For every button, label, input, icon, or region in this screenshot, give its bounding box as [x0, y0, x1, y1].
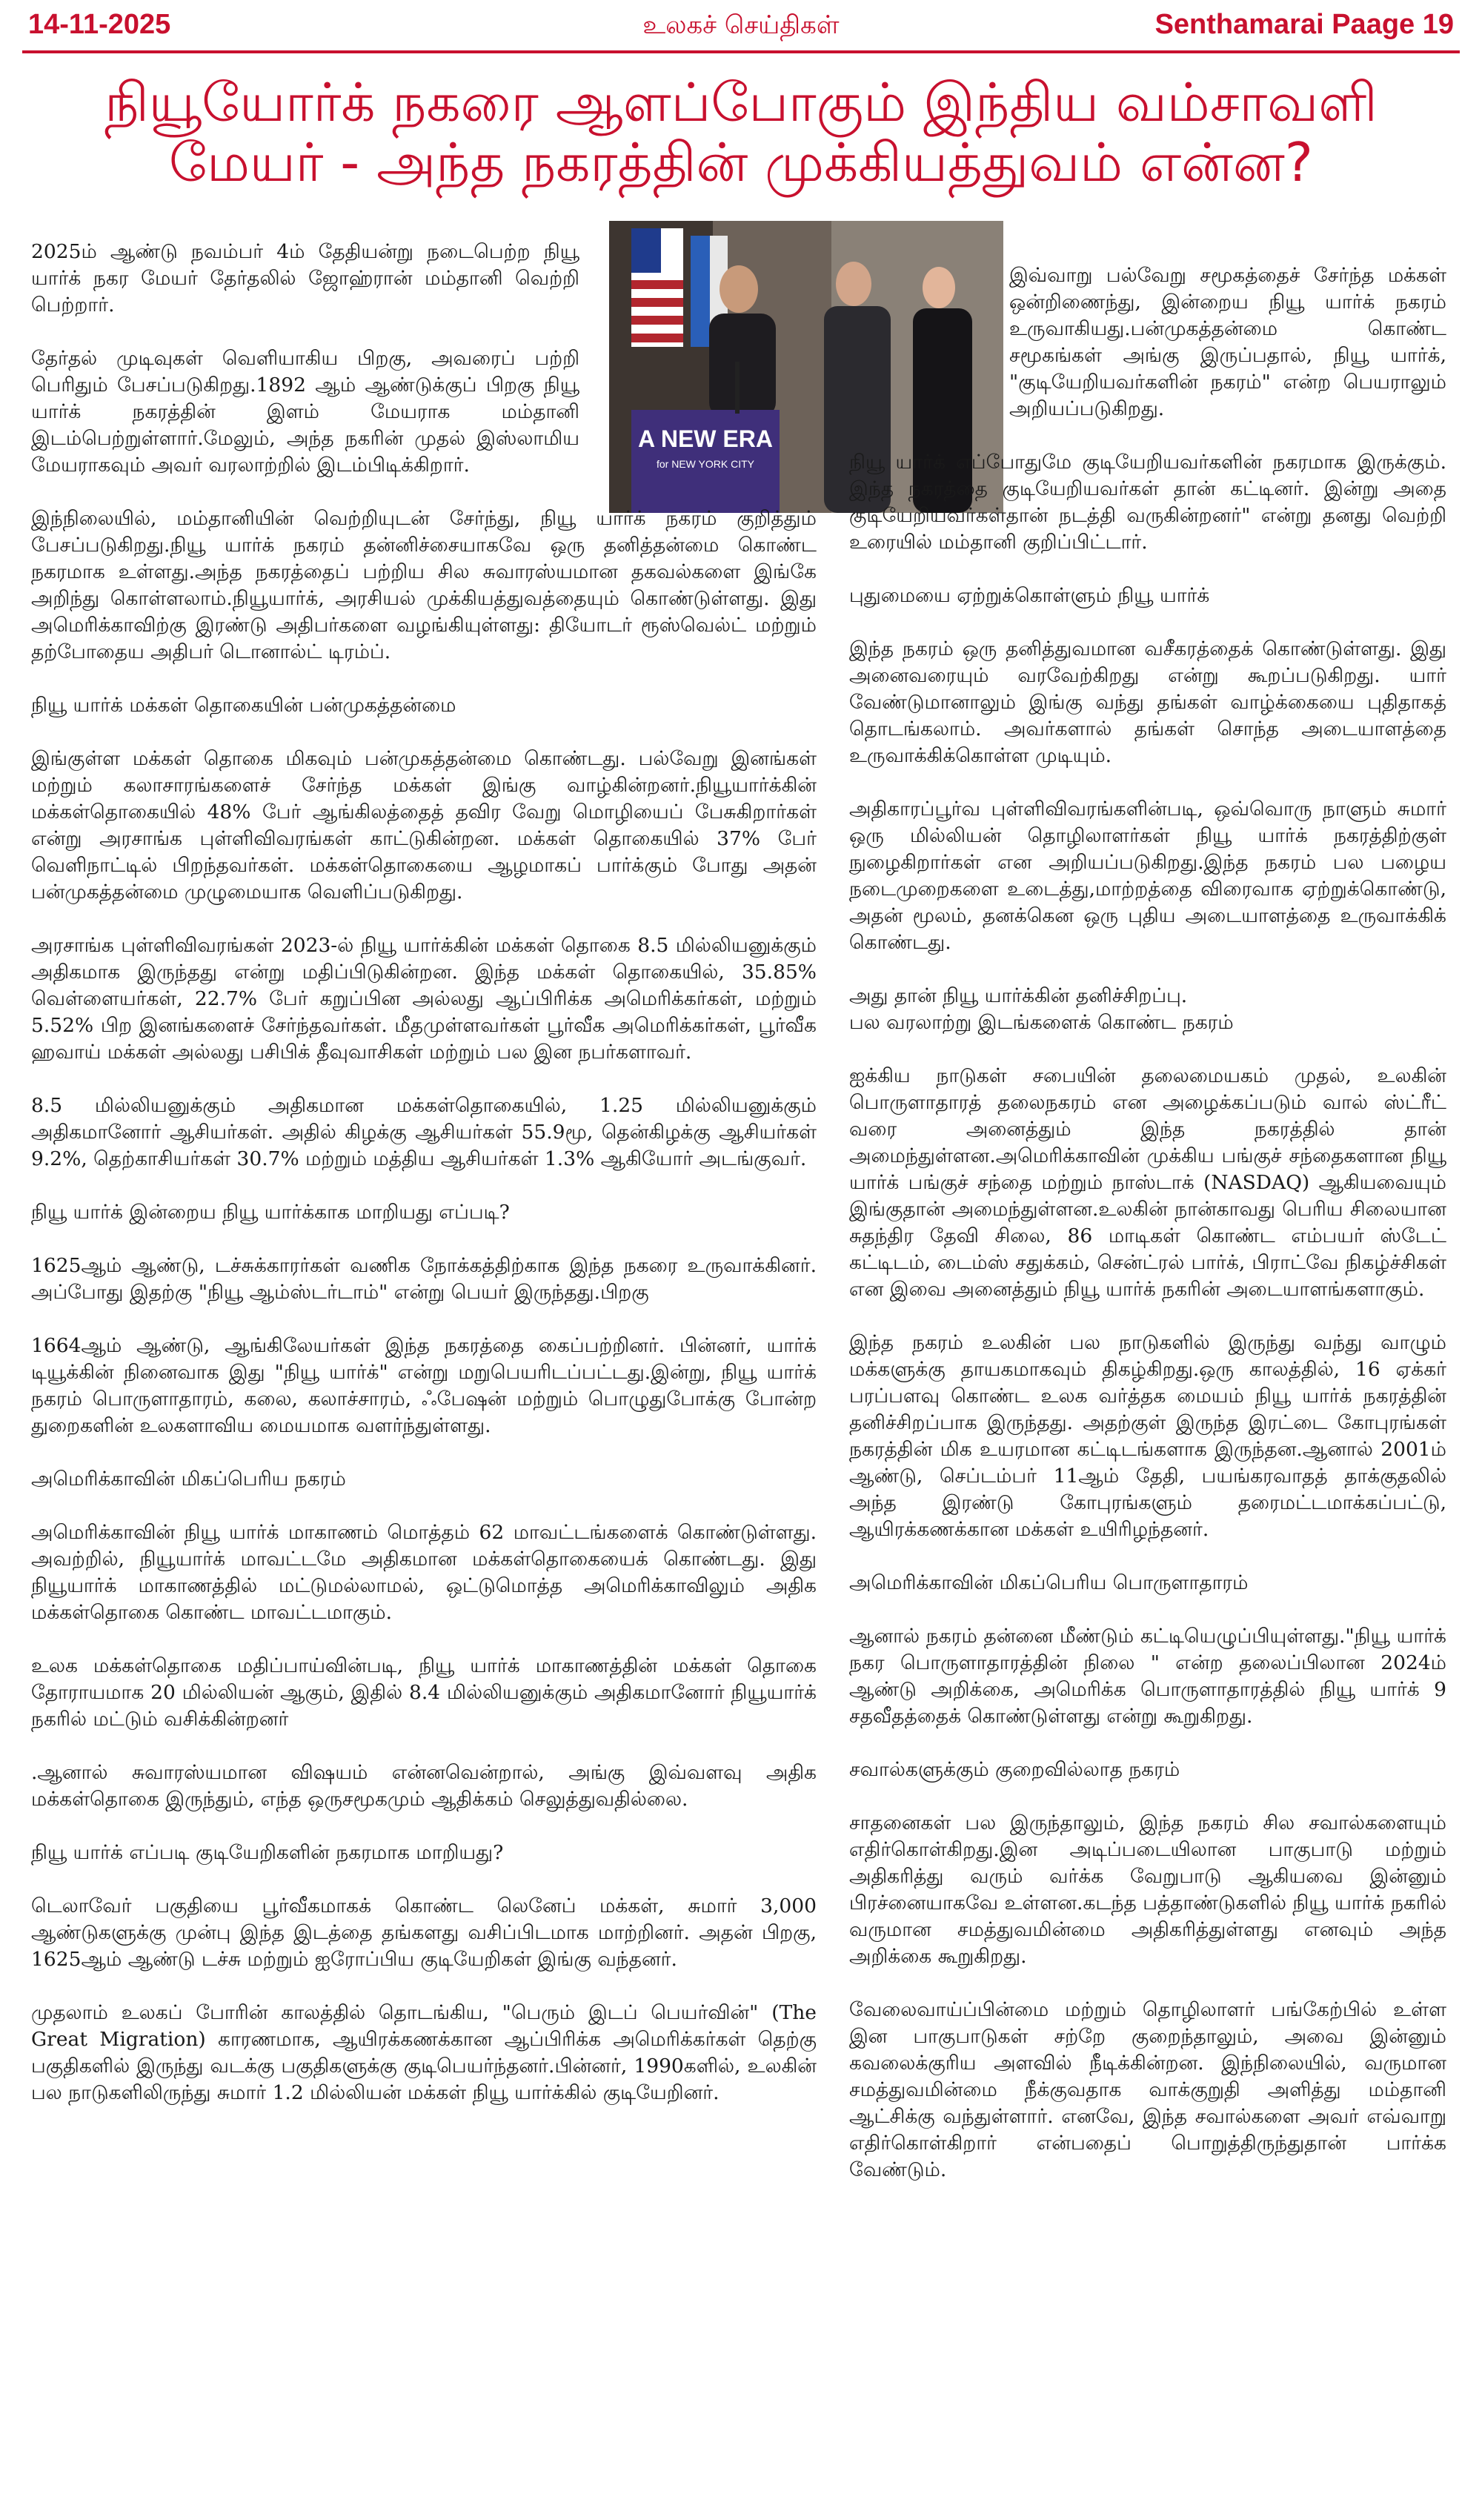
paragraph: அமெரிக்காவின் நியூ யார்க் மாகாணம் மொத்தம் 62 மாவட்டங்களைக் கொண்டுள்ளது. அவற்றில், நியூயார்க் மாவட்டமே அதிகமான மக்கள்தொகையைக் கொண்டது. இது நியூயார்க் மாகாணத்தில் மட்டுமல்லாமல், ஒட்டுமொத்த அமெரிக்காவிலும் அதிக மக்கள்தொகை கொண்ட மாவட்டமாகும்.: [31, 1521, 817, 1624]
subheading: நியூ யார்க் எப்படி குடியேறிகளின் நகரமாக மாறியது?: [31, 1841, 504, 1864]
paragraph: சாதனைகள் பல இருந்தாலும், இந்த நகரம் சில சவால்களையும் எதிர்கொள்கிறது.இன அடிப்படையிலான பாகுபாடு மற்றும் அதிகரித்து வரும் வர்க்க வேறுபாடு ஆகியவை இன்னும் பிரச்னையாகவே உள்ளன.கடந்த பத்தாண்டுகளில் நியூ யார்க் நகரில் வருமான சமத்துவமின்மை அதிகரித்துள்ளது எனவும் அந்த அறிக்கை கூறுகிறது.: [849, 1811, 1446, 1968]
page-number: Senthamarai Paage 19: [1154, 9, 1454, 40]
page-header: [0, 0, 1482, 44]
header-rule: [22, 50, 1460, 53]
left-column: [31, 239, 817, 2133]
headline: [22, 73, 1460, 192]
headline-line-1: நியூயோர்க் நகரை ஆளப்போகும் இந்திய வம்சாவளி: [104, 71, 1378, 133]
subheading: அமெரிக்காவின் மிகப்பெரிய பொருளாதாரம்: [849, 1571, 1249, 1594]
paragraph: அரசாங்க புள்ளிவிவரங்கள் 2023-ல் நியூ யார்க்கின் மக்கள் தொகை 8.5 மில்லியனுக்கும் அதிகமாக இருந்தது என்று மதிப்பிடுகின்றன. இந்த மக்கள் தொகையில், 35.85% வெள்ளையர்கள், 22.7% பேர் கறுப்பின அல்லது ஆப்பிரிக்க அமெரிக்கர்கள், மற்றும் 5.52% பிற இனங்களைச் சேர்ந்தவர்கள். மீதமுள்ளவர்கள் பூர்வீக அமெரிக்கர்கள், பூர்வீக ஹவாய் மக்கள் அல்லது பசிபிக் தீவுவாசிகள் மற்றும் பல இன நபர்களாவர்.: [31, 934, 817, 1064]
paragraph: ஆனால் நகரம் தன்னை மீண்டும் கட்டியெழுப்பியுள்ளது."நியூ யார்க் நகர பொருளாதாரத்தின் நிலை " என்ற தலைப்பிலான 2024ம் ஆண்டு அறிக்கை, அமெரிக்க பொருளாதாரத்தில் நியூ யார்க் 9 சதவீதத்தைக் கொண்டுள்ளது என்று கூறுகிறது.: [849, 1625, 1446, 1728]
podium-subtitle: for NEW YORK CITY: [657, 458, 754, 470]
paragraph: இந்நிலையில், மம்தானியின் வெற்றியுடன் சேர்ந்து, நியூ யார்க் நகரம் குறித்தும் பேசப்படுகிறது.நியூ யார்க் நகரம் தன்னிச்சையாகவே ஒரு தனித்தன்மை கொண்ட நகரமாக உள்ளது.அந்த நகரத்தைப் பற்றிய சில சுவாரஸ்யமான தகவல்களை இங்கே அறிந்து கொள்ளலாம்.நியூயார்க், அரசியல் முக்கியத்துவத்தையும் கொண்டுள்ளது. இது அமெரிக்காவிற்கு இரண்டு அதிபர்களை வழங்கியுள்ளது: தியோடர் ரூஸ்வெல்ட் மற்றும் தற்போதைய அதிபர் டொனால்ட் டிரம்ப்.: [31, 507, 817, 663]
paragraph: ஐக்கிய நாடுகள் சபையின் தலைமையகம் முதல், உலகின் பொருளாதாரத் தலைநகரம் என அழைக்கப்படும் வால் ஸ்ட்ரீட் வரை அனைத்தும் இந்த நகரத்தில் தான் அமைந்துள்ளன.அமெரிக்காவின் முக்கிய பங்குச் சந்தைகளான நியூ யார்க் பங்குச் சந்தை மற்றும் நாஸ்டாக் (NASDAQ) ஆகியவையும் இங்குதான் அமைந்துள்ளன.உலகின் நான்காவது பெரிய சிலையான சுதந்திர தேவி சிலை, 86 மாடிகள் கொண்ட எம்பயர் ஸ்டேட் கட்டிடம், டைம்ஸ் சதுக்கம், சென்ட்ரல் பார்க், பிராட்வே நிகழ்ச்சிகள் என இவை அனைத்தும் நியூ யார்க் நகரின் அடையாளங்களாகும்.: [849, 1064, 1446, 1301]
subheading: அது தான் நியூ யார்க்கின் தனிச்சிறப்பு. பல வரலாற்று இடங்களைக் கொண்ட நகரம்: [849, 984, 1234, 1034]
paragraph: இவ்வாறு பல்வேறு சமூகத்தைச் சேர்ந்த மக்கள் ஒன்றிணைந்து, இன்றைய நியூ யார்க் நகரம் உருவாகியது.பன்முகத்தன்மை கொண்ட சமூகங்கள் அங்கு இருப்பதால், நியூ யார்க், "குடியேறியவர்களின் நகரம்" என்ற பெயராலும் அறியப்படுகிறது.: [1009, 264, 1446, 420]
paragraph: வேலைவாய்ப்பின்மை மற்றும் தொழிலாளர் பங்கேற்பில் உள்ள இன பாகுபாடுகள் சற்றே குறைந்தாலும், அவை இன்னும் கவலைக்குரிய அளவில் நீடிக்கின்றன. இந்நிலையில், வருமான சமத்துவமின்மை நீக்குவதாக வாக்குறுதி அளித்து மம்தானி ஆட்சிக்கு வந்துள்ளார். எனவே, இந்த சவால்களை அவர் எவ்வாறு எதிர்கொள்கிறார் என்பதைப் பொறுத்திருந்துதான் பார்க்க வேண்டும்.: [849, 1998, 1446, 2181]
paragraph: தேர்தல் முடிவுகள் வெளியாகிய பிறகு, அவரைப் பற்றி பெரிதும் பேசப்படுகிறது.1892 ஆம் ஆண்டுக்குப் பிறகு நியூ யார்க் நகரத்தின் இளம் மேயராக மம்தானி இடம்பெற்றுள்ளார்.மேலும், அந்த நகரின் முதல் இஸ்லாமிய மேயராகவும் அவர் வரலாற்றில் இடம்பிடிக்கிறார்.: [31, 347, 579, 477]
paragraph: 2025ம் ஆண்டு நவம்பர் 4ம் தேதியன்று நடைபெற்ற நியூ யார்க் நகர மேயர் தேர்தலில் ஜோஹ்ரான் மம்தானி வெற்றி பெற்றார்.: [31, 240, 579, 316]
paragraph: அதிகாரப்பூர்வ புள்ளிவிவரங்களின்படி, ஒவ்வொரு நாளும் சுமார் ஒரு மில்லியன் தொழிலாளர்கள் நியூ யார்க் நகரத்திற்குள் நுழைகிறார்கள் என அறியப்படுகிறது.இந்த நகரம் பல பழைய நடைமுறைகளை உடைத்து,மாற்றத்தை விரைவாக ஏற்றுக்கொண்டு, அதன் மூலம், தனக்கென ஒரு புதிய அடையாளத்தை உருவாக்கிக் கொண்டது.: [849, 798, 1446, 954]
subheading: நியூ யார்க் இன்றைய நியூ யார்க்காக மாறியது எப்படி?: [31, 1201, 510, 1224]
paragraph: டெலாவேர் பகுதியை பூர்வீகமாகக் கொண்ட லெனேப் மக்கள், சுமார் 3,000 ஆண்டுகளுக்கு முன்பு இந்த இடத்தை தங்களது வசிப்பிடமாக மாற்றினர். அதன் பிறகு, 1625ஆம் ஆண்டு டச்சு மற்றும் ஐரோப்பிய குடியேறிகள் இங்கு வந்தனர்.: [31, 1894, 817, 1971]
paragraph: .ஆனால் சுவாரஸ்யமான விஷயம் என்னவென்றால், அங்கு இவ்வளவு அதிக மக்கள்தொகை இருந்தும், எந்த ஒருசமூகமும் ஆதிக்கம் செலுத்துவதில்லை.: [31, 1761, 817, 1811]
paragraph: இங்குள்ள மக்கள் தொகை மிகவும் பன்முகத்தன்மை கொண்டது. பல்வேறு இனங்கள் மற்றும் கலாசாரங்களைச் சேர்ந்த மக்கள் இங்கு வாழ்கின்றனர்.நியூயார்க்கின் மக்கள்தொகையில் 48% பேர் ஆங்கிலத்தைத் தவிர வேறு மொழியைப் பேசுகிறார்கள் என்று அரசாங்க புள்ளிவிவரங்கள் காட்டுகின்றன. மக்கள் தொகையில் 37% பேர் வெளிநாட்டில் பிறந்தவர்கள். மக்கள்தொகையை ஆழமாகப் பார்க்கும் போது அதன் பன்முகத்தன்மை முழுமையாக வெளிப்படுகிறது.: [31, 747, 817, 903]
issue-date: 14-11-2025: [28, 9, 171, 40]
subheading: அமெரிக்காவின் மிகப்பெரிய நகரம்: [31, 1468, 346, 1491]
subheading: புதுமையை ஏற்றுக்கொள்ளும் நியூ யார்க்: [849, 584, 1210, 607]
section-name: உலகச் செய்திகள்: [642, 10, 840, 40]
paragraph: 1625ஆம் ஆண்டு, டச்சுக்காரர்கள் வணிக நோக்கத்திற்காக இந்த நகரை உருவாக்கினர். அப்போது இதற்கு "நியூ ஆம்ஸ்டர்டாம்" என்று பெயர் இருந்தது.பிறகு: [31, 1254, 817, 1304]
paragraph: இந்த நகரம் உலகின் பல நாடுகளில் இருந்து வந்து வாழும் மக்களுக்கு தாயகமாகவும் திகழ்கிறது.ஒரு காலத்தில், 16 ஏக்கர் பரப்பளவு கொண்ட உலக வர்த்தக மையம் நியூ யார்க் நகரத்தின் தனிச்சிறப்பாக இருந்தது. அதற்குள் இருந்த இரட்டை கோபுரங்கள் நகரத்தின் மிக உயரமான கட்டிடங்களாக இருந்தன.ஆனால் 2001ம் ஆண்டு, செப்டம்பர் 11ஆம் தேதி, பயங்கரவாதத் தாக்குதலில் அந்த இரண்டு கோபுரங்களும் தரைமட்டமாக்கப்பட்டு, ஆயிரக்கணக்கான மக்கள் உயிரிழந்தனர்.: [849, 1331, 1446, 1541]
paragraph: முதலாம் உலகப் போரின் காலத்தில் தொடங்கிய, "பெரும் இடப் பெயர்வின்" (The Great Migration) காரணமாக, ஆயிரக்கணக்கான ஆப்பிரிக்க அமெரிக்கர்கள் தெற்கு பகுதிகளில் இருந்து வடக்கு பகுதிகளுக்கு குடிபெயர்ந்தனர்.பின்னர், 1990களில், உலகின் பல நாடுகளிலிருந்து சுமார் 1.2 மில்லியன் மக்கள் நியூ யார்க்கில் குடியேறினர்.: [31, 2001, 817, 2104]
right-column: [849, 262, 1446, 2210]
subheading: நியூ யார்க் மக்கள் தொகையின் பன்முகத்தன்மை: [31, 694, 456, 717]
subheading: சவால்களுக்கும் குறைவில்லாத நகரம்: [849, 1758, 1180, 1781]
paragraph: நியூ யார்க் எப்போதுமே குடியேறியவர்களின் நகரமாக இருக்கும். இந்த நகரத்தை குடியேறியவர்கள் தான் கட்டினர். இன்று அதை குடியேறியவர்கள்தான் நடத்தி வருகின்றனர்" என்று தனது வெற்றி உரையில் மம்தானி குறிப்பிட்டார்.: [849, 451, 1446, 554]
headline-line-2: மேயர் - அந்த நகரத்தின் முக்கியத்துவம் என்ன?: [168, 130, 1314, 193]
paragraph: 8.5 மில்லியனுக்கும் அதிகமான மக்கள்தொகையில், 1.25 மில்லியனுக்கும் அதிகமானோர் ஆசியர்கள். அதில் கிழக்கு ஆசியர்கள் 55.9மூ, தென்கிழக்கு ஆசியர்கள் 9.2%, தெற்காசியர்கள் 30.7% மற்றும் மத்திய ஆசியர்கள் 1.3% ஆகியோர் அடங்குவர்.: [31, 1094, 817, 1170]
podium-title: A NEW ERA: [638, 425, 773, 452]
paragraph: உலக மக்கள்தொகை மதிப்பாய்வின்படி, நியூ யார்க் மாகாணத்தின் மக்கள் தொகை தோராயமாக 20 மில்லியன் ஆகும், இதில் 8.4 மில்லியனுக்கும் அதிகமானோர் நியூயார்க் நகரில் மட்டும் வசிக்கின்றனர்: [31, 1654, 817, 1731]
paragraph: இந்த நகரம் ஒரு தனித்துவமான வசீகரத்தைக் கொண்டுள்ளது. இது அனைவரையும் வரவேற்கிறது என்று கூறப்படுகிறது. யார் வேண்டுமானாலும் இங்கு வந்து தங்கள் வாழ்க்கையை புதிதாகத் தொடங்கலாம். அவர்களால் தங்கள் சொந்த அடையாளத்தை உருவாக்கிக்கொள்ள முடியும்.: [849, 637, 1446, 767]
paragraph: 1664ஆம் ஆண்டு, ஆங்கிலேயர்கள் இந்த நகரத்தை கைப்பற்றினர். பின்னர், யார்க் டியூக்கின் நினைவாக இது "நியூ யார்க்" என்று மறுபெயரிடப்பட்டது.இன்று, நியூ யார்க் நகரம் பொருளாதாரம், கலை, கலாச்சாரம், ஃபேஷன் மற்றும் பொழுதுபோக்கு போன்ற துறைகளின் உலகளாவிய மையமாக வளர்ந்துள்ளது.: [31, 1334, 817, 1437]
